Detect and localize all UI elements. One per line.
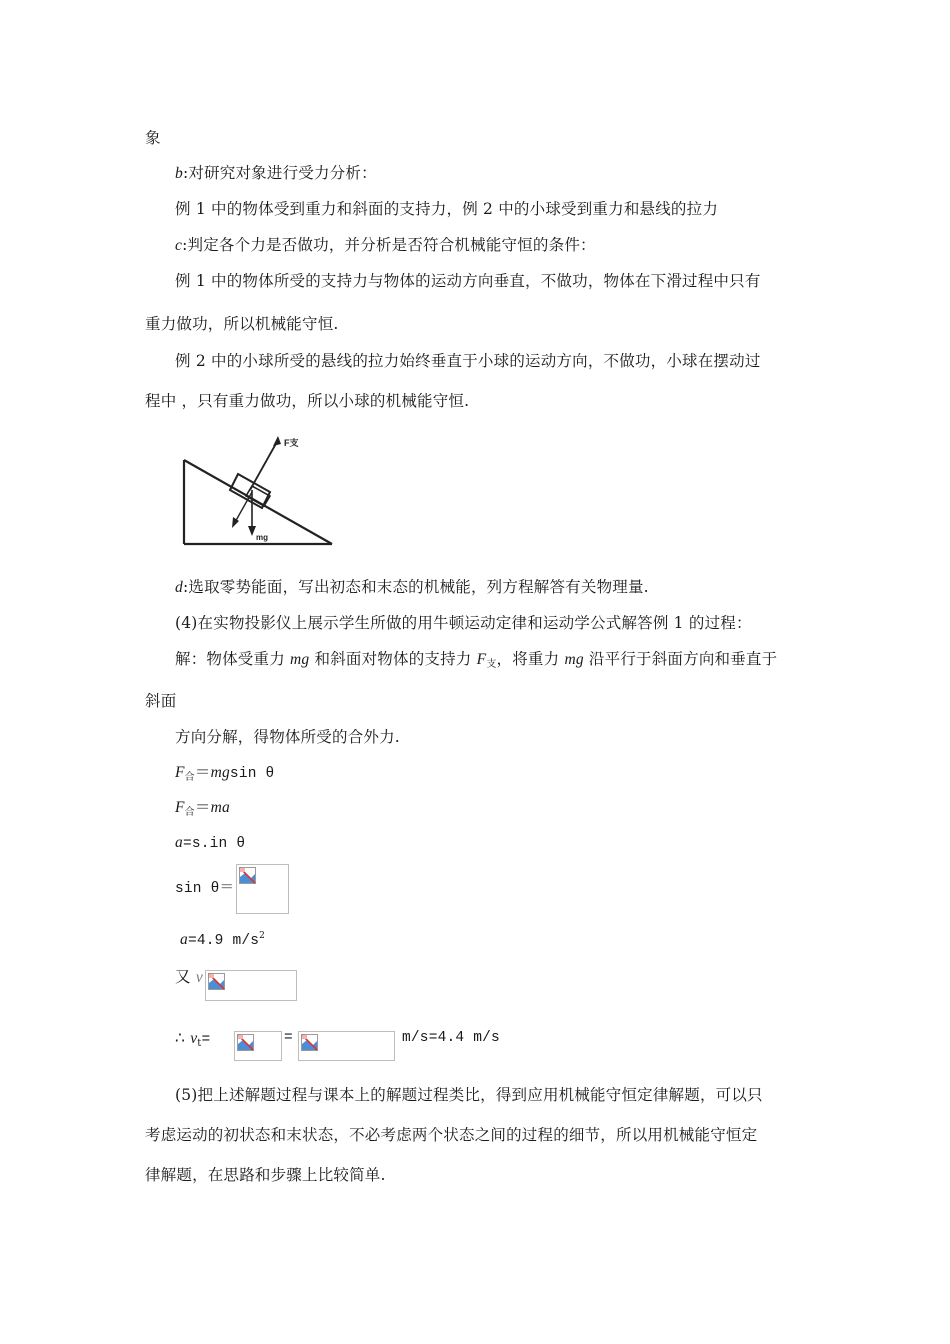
text-line: (4)在实物投影仪上展示学生所做的用牛顿运动定律和运动学公式解答例 1 的过程：: [175, 614, 752, 632]
text-line: 重力做功，所以机械能守恒.: [145, 315, 339, 333]
eq-text: ＝: [194, 763, 211, 781]
equation-line: [175, 1028, 210, 1051]
step-letter: c: [175, 237, 183, 254]
math-subscript: 合: [184, 772, 195, 783]
eq-text: =4.9 m/s: [187, 933, 260, 949]
line-text: 和斜面对物体的支持力: [309, 650, 477, 668]
text-line: [175, 163, 377, 184]
eq-text: sin θ: [229, 766, 275, 782]
formula-image: [234, 1031, 282, 1061]
force-label: F支: [284, 438, 299, 448]
line-text: :对研究对象进行受力分析：: [182, 164, 377, 182]
text-line: 律解题，在思路和步骤上比较简单.: [145, 1166, 386, 1184]
broken-image-icon: [301, 1034, 318, 1051]
math-var: a: [175, 834, 183, 851]
text-line: 例 1 中的物体受到重力和斜面的支持力，例 2 中的小球受到重力和悬线的拉力: [175, 200, 719, 218]
equation-line: [175, 967, 203, 988]
math-var: v: [195, 969, 203, 986]
line-text: ，将重力: [496, 650, 565, 668]
line-text: 沿平行于斜面方向和垂直于: [583, 650, 778, 668]
weight-label: mg: [256, 533, 268, 542]
incline-force-diagram: [178, 428, 348, 550]
equation-line: m/s=4.4 m/s: [402, 1030, 500, 1046]
line-text: :判定各个力是否做功，并分析是否符合机械能守恒的条件：: [182, 236, 596, 254]
text-line: 例 2 中的小球所受的悬线的拉力始终垂直于小球的运动方向，不做功，小球在摆动过: [175, 352, 761, 370]
math-var: F: [175, 799, 185, 816]
text-line: [175, 649, 777, 672]
formula-image: [236, 864, 289, 914]
math-var: F: [476, 651, 487, 668]
text-line: 例 1 中的物体所受的支持力与物体的运动方向垂直，不做功，物体在下滑过程中只有: [175, 272, 761, 290]
eq-text: 又: [175, 968, 196, 986]
equation-line: [175, 762, 274, 785]
equation-line: [180, 929, 265, 952]
equation-line: [175, 797, 230, 820]
broken-image-icon: [239, 867, 256, 884]
math-var: F: [175, 764, 185, 781]
text-line: 斜面: [145, 692, 177, 710]
math-subscript: 支: [486, 659, 497, 670]
text-line: (5)把上述解题过程与课本上的解题过程类比，得到应用机械能守恒定律解题，可以只: [175, 1086, 763, 1104]
equation-line: [175, 832, 245, 854]
text-line: [175, 235, 596, 256]
eq-text: ＝: [194, 798, 211, 816]
equation-line: =: [284, 1030, 293, 1046]
text-line: 方向分解，得物体所受的合外力.: [175, 728, 400, 746]
formula-image: [205, 970, 297, 1001]
math-var: a: [180, 931, 188, 948]
text-line: 程中 ，只有重力做功，所以小球的机械能守恒.: [145, 392, 470, 410]
eq-text: =: [201, 1032, 211, 1048]
equation-line: sin θ＝: [175, 881, 235, 897]
math-var: v: [190, 1030, 198, 1047]
step-letter: d: [175, 579, 183, 596]
text-line: 考虑运动的初状态和末状态，不必考虑两个状态之间的过程的细节，所以用机械能守恒定: [145, 1126, 758, 1144]
line-text: 解：物体受重力: [175, 650, 291, 668]
formula-image: [298, 1031, 395, 1061]
broken-image-icon: [208, 973, 225, 990]
text-line: 象: [145, 129, 161, 147]
math-subscript: t: [197, 1038, 202, 1049]
math-var: mg: [290, 651, 310, 668]
step-letter: b: [175, 165, 183, 182]
math-var: mg: [564, 651, 584, 668]
math-superscript: 2: [259, 931, 266, 941]
text-line: [175, 577, 649, 598]
math-var: mg: [210, 764, 230, 781]
eq-text: ∴: [175, 1029, 191, 1047]
broken-image-icon: [237, 1034, 254, 1051]
math-var: ma: [210, 799, 230, 816]
eq-text: =s.in θ: [182, 836, 246, 852]
line-text: :选取零势能面，写出初态和末态的机械能，列方程解答有关物理量.: [182, 578, 649, 596]
math-subscript: 合: [184, 807, 195, 818]
